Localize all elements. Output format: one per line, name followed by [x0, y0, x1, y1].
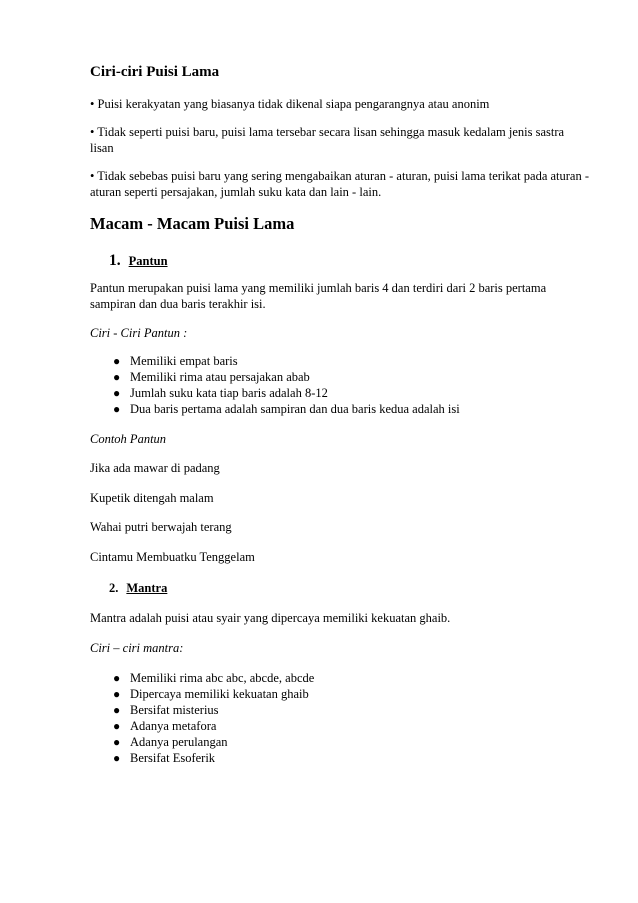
list-item: ● Dua baris pertama adalah sampiran dan dua baris kedua adalah isi [113, 402, 460, 416]
subheading-mantra [109, 580, 167, 596]
list-item: ● Memiliki rima atau persajakan abab [113, 370, 310, 384]
paragraph: • Tidak seperti puisi baru, puisi lama tersebar secara lisan sehingga masuk kedalam jenis sastra lisan [90, 125, 565, 155]
list-item: ● Bersifat misterius [113, 703, 219, 717]
bullet-icon: ● [113, 687, 121, 701]
bullet-icon: ● [113, 671, 121, 685]
pantun-line: Cintamu Membuatku Tenggelam [90, 550, 255, 564]
subheading-label: Mantra [126, 581, 168, 595]
paragraph: • Tidak sebebas puisi baru yang sering mengabaikan aturan - aturan, puisi lama terikat pada aturan - aturan seperti persajakan, jumlah suku kata dan lain - lain. [90, 169, 590, 199]
list-item: ● Adanya perulangan [113, 735, 228, 749]
pantun-example-heading: Contoh Pantun [90, 432, 167, 446]
paragraph: • Puisi kerakyatan yang biasanya tidak dikenal siapa pengarangnya atau anonim [90, 97, 490, 111]
pantun-line: Wahai putri berwajah terang [90, 520, 232, 534]
subheading-pantun [109, 253, 168, 269]
subheading-label: Pantun [128, 254, 168, 268]
pantun-features-heading: Ciri - Ciri Pantun : [90, 326, 188, 340]
bullet-icon: ● [113, 751, 121, 765]
subheading-number: 2. [109, 581, 119, 595]
pantun-features-list [90, 353, 460, 417]
list-item: ● Memiliki rima abc abc, abcde, abcde [113, 671, 315, 685]
list-item: ● Jumlah suku kata tiap baris adalah 8-12 [113, 386, 328, 400]
bullet-icon: ● [113, 703, 121, 717]
list-item: ● Memiliki empat baris [113, 354, 238, 368]
paragraph-mantra-description: Mantra adalah puisi atau syair yang dipercaya memiliki kekuatan ghaib. [90, 611, 451, 625]
pantun-line: Jika ada mawar di padang [90, 461, 220, 475]
pantun-line: Kupetik ditengah malam [90, 491, 214, 505]
bullet-icon: ● [113, 354, 121, 368]
list-item: ● Adanya metafora [113, 719, 217, 733]
mantra-features-heading: Ciri – ciri mantra: [90, 641, 184, 655]
bullet-icon: ● [113, 386, 121, 400]
section-title-macam: Macam - Macam Puisi Lama [90, 214, 295, 233]
paragraph-pantun-description: Pantun merupakan puisi lama yang memiliki jumlah baris 4 dan terdiri dari 2 baris pertama sampiran dan dua baris terakhir isi. [90, 281, 547, 311]
list-item: ● Dipercaya memiliki kekuatan ghaib [113, 687, 309, 701]
bullet-icon: ● [113, 370, 121, 384]
section-title-ciri-ciri: Ciri-ciri Puisi Lama [90, 64, 220, 80]
mantra-features-list [90, 670, 314, 766]
list-item: ● Bersifat Esoferik [113, 751, 216, 765]
bullet-icon: ● [113, 735, 121, 749]
subheading-number: 1. [109, 252, 121, 269]
bullet-icon: ● [113, 402, 121, 416]
bullet-icon: ● [113, 719, 121, 733]
